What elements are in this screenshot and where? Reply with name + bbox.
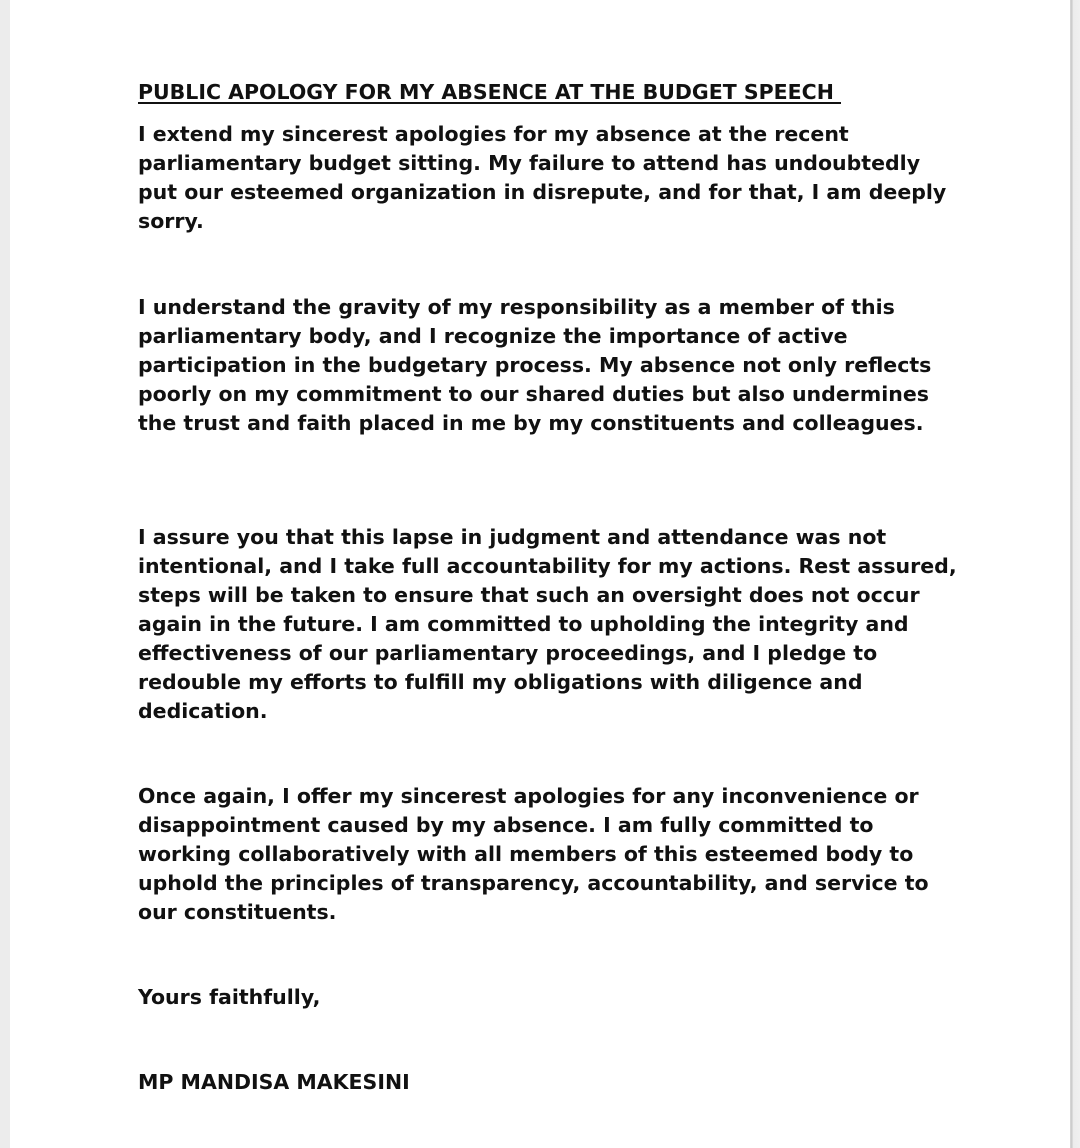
document-page xyxy=(10,0,1070,1148)
paragraph-4: Once again, I offer my sincerest apologies for any inconvenience or disappointment caused by my absence. I am fully committed to working collaboratively with all members of this esteemed body to uphold the principles of transparency, accountability, and service to our constituents. xyxy=(138,784,929,924)
viewer-scrollbar-edge[interactable] xyxy=(1070,0,1080,1148)
paragraph-3: I assure you that this lapse in judgment and attendance was not intentional, and I take full accountability for my actions. Rest assured, steps will be taken to ensure that such an oversight does not occur again in the future. I am committed to upholding the integrity and effectiveness of our parliamentary proceedings, and I pledge to redouble my efforts to fulfill my obligations with diligence and dedication. xyxy=(138,525,957,723)
paragraph-1: I extend my sincerest apologies for my absence at the recent parliamentary budget sitting. My failure to attend has undoubtedly put our esteemed organization in disrepute, and for that, I am deeply sorry. xyxy=(138,122,947,233)
paragraph-2: I understand the gravity of my responsibility as a member of this parliamentary body, and I recognize the importance of active participation in the budgetary process. My absence not only reflects poorly on my commitment to our shared duties but also undermines the trust and faith placed in me by my constituents and colleagues. xyxy=(138,295,932,435)
signature-name: MP MANDISA MAKESINI xyxy=(138,1070,410,1094)
document-title: PUBLIC APOLOGY FOR MY ABSENCE AT THE BUDGET SPEECH xyxy=(138,80,841,104)
viewer-left-margin xyxy=(0,0,10,1148)
closing-salutation: Yours faithfully, xyxy=(138,985,321,1009)
